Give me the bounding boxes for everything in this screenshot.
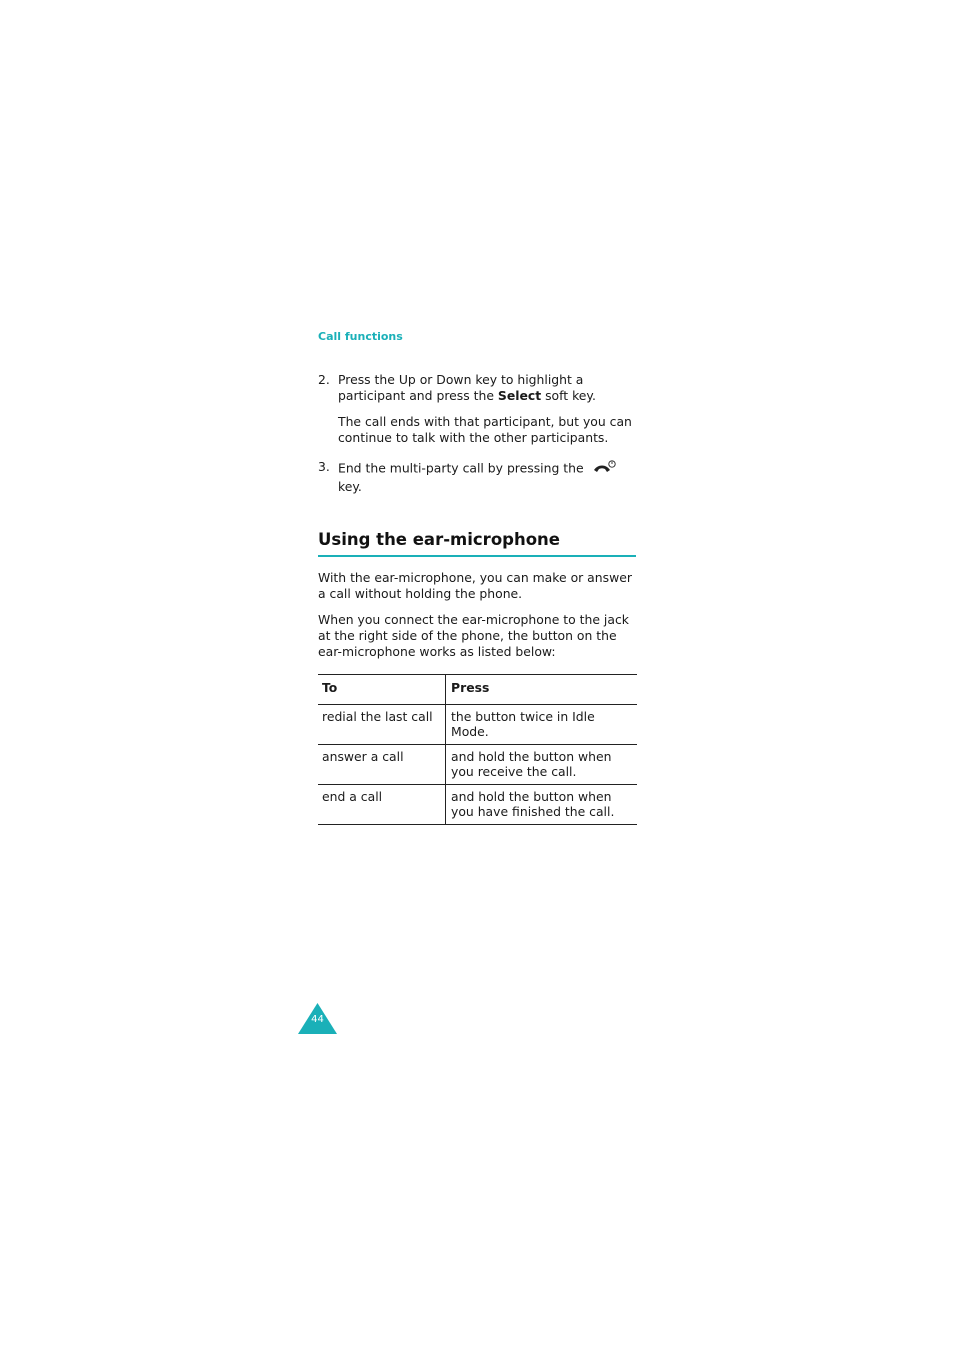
table-row [318,705,637,745]
page-number: 44 [311,1014,324,1025]
table-cell-press: and hold the button when you receive the call. [451,749,612,779]
select-key-label: Select [497,388,542,403]
step-2-note: The call ends with that participant, but you can continue to talk with the other participants. [338,414,632,445]
intro-paragraph: With the ear-microphone, you can make or answer a call without holding the phone. [318,570,632,601]
section-label: Call functions [318,330,403,343]
table-cell-to: redial the last call [318,705,446,745]
step-2 [318,372,648,406]
section-heading: Using the ear-microphone [318,530,560,549]
step-3 [318,459,648,493]
table-row [318,785,637,825]
table-cell-press: the button twice in Idle Mode. [451,709,595,739]
table-row [318,745,637,785]
step-number: 2. [318,372,330,387]
step-text-end: key. [338,479,362,494]
step-text [338,459,638,495]
heading-underline [318,555,636,557]
table-cell-press: and hold the button when you have finished the call. [451,789,615,819]
column-header-press: Press [451,680,490,695]
step-number: 3. [318,459,330,474]
step-text-start: End the multi-party call by pressing the [338,460,584,476]
connection-paragraph: When you connect the ear-microphone to the jack at the right side of the phone, the button on the ear-microphone works as listed below: [318,612,629,659]
table-cell-to: answer a call [318,745,446,785]
table-header-row [318,675,637,705]
end-call-key-icon [592,459,618,479]
button-functions-table [318,674,637,825]
column-header-to: To [318,675,446,705]
table-cell-to: end a call [318,785,446,825]
step-text [338,372,638,404]
step-text-start: Press the Up or Down key to highlight a participant and press the [338,372,584,403]
step-text-end: soft key. [541,388,596,403]
